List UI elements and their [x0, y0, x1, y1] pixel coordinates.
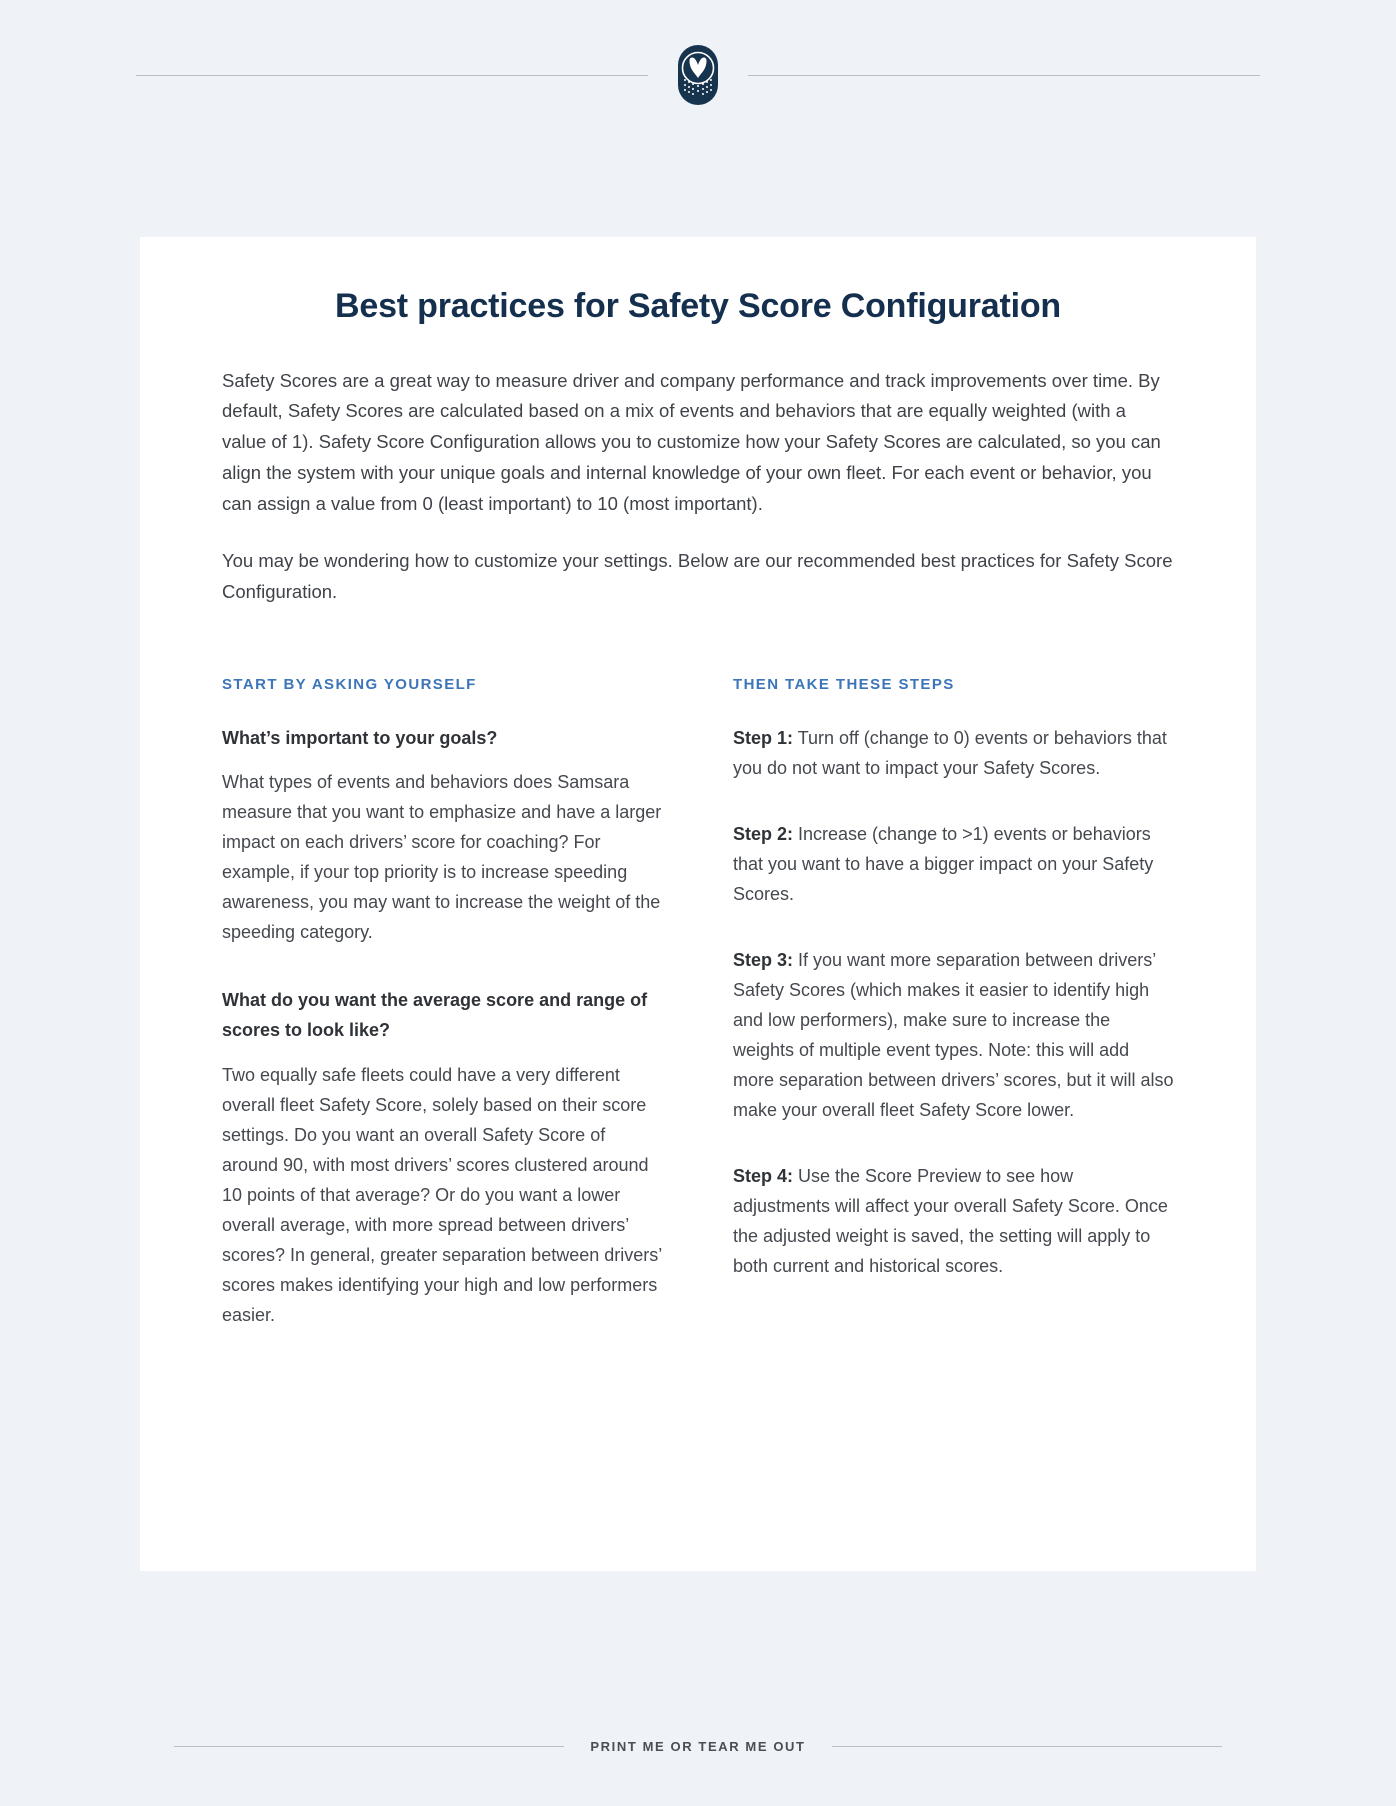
intro-paragraph-1: Safety Scores are a great way to measure driver and company performance and track improvements over time. By default, Safety Scores are calculated based on a mix of events and behaviors that are equally weighted (with a value of 1). Safety Score Configuration allows you to customize how your Safety Scores are calculated, so you can align the system with your unique goals and internal knowledge of your own fleet. For each event or behavior, you can assign a value from 0 (least important) to 10 (most important).	[222, 369, 1161, 515]
step-label-3: Step 3:	[733, 949, 794, 970]
header-divider-right	[748, 75, 1260, 76]
step-item-1	[733, 723, 1174, 783]
question-body-2: Two equally safe fleets could have a very different overall fleet Safety Score, solely based on their score settings. Do you want an overall Safety Score of around 90, with most drivers’ scores clustered around 10 points of that average? Or do you want a lower overall average, with more spread between drivers’ scores? In general, greater separation between drivers’ scores makes identifying your high and low performers easier.	[222, 1064, 662, 1326]
content-card	[140, 237, 1256, 1571]
question-heading-1: What’s important to your goals?	[222, 727, 498, 748]
footer-divider-right	[832, 1746, 1222, 1747]
page-title: Best practices for Safety Score Configuration	[335, 287, 1061, 325]
page-header	[0, 0, 1396, 150]
samsara-owl-logo-icon	[674, 45, 722, 105]
step-body-1: Turn off (change to 0) events or behaviors that you do not want to impact your Safety Scores.	[733, 727, 1167, 778]
footer-divider-left	[174, 1746, 564, 1747]
step-label-2: Step 2:	[733, 823, 794, 844]
column-take-steps	[733, 676, 1174, 1330]
column-heading-take-steps: THEN TAKE THESE STEPS	[733, 675, 955, 693]
intro-section	[222, 366, 1174, 608]
column-heading-ask-yourself: START BY ASKING YOURSELF	[222, 675, 477, 693]
step-body-2: Increase (change to >1) events or behaviors that you want to have a bigger impact on your Safety Scores.	[733, 823, 1154, 904]
question-heading-2: What do you want the average score and range of scores to look like?	[222, 990, 648, 1041]
page-footer	[0, 1686, 1396, 1806]
question-body-1: What types of events and behaviors does Samsara measure that you want to emphasize and have a larger impact on each drivers’ score for coaching? For example, if your top priority is to increase speeding awareness, you may want to increase the weight of the speeding category.	[222, 771, 662, 943]
step-item-3	[733, 945, 1174, 1125]
step-item-4	[733, 1161, 1174, 1281]
footer-label: PRINT ME OR TEAR ME OUT	[590, 1738, 806, 1754]
step-label-1: Step 1:	[733, 727, 794, 748]
step-label-4: Step 4:	[733, 1166, 794, 1187]
step-body-3: If you want more separation between drivers’ Safety Scores (which makes it easier to identify high and low performers), make sure to increase the weights of multiple event types. Note: this will add more separation between drivers’ scores, but it will also make your overall fleet Safety Score lower.	[733, 949, 1174, 1121]
column-ask-yourself	[222, 676, 663, 1330]
two-column-section	[222, 676, 1174, 1330]
header-divider-left	[136, 75, 648, 76]
intro-paragraph-2: You may be wondering how to customize your settings. Below are our recommended best practices for Safety Score Configuration.	[222, 549, 1173, 602]
step-body-4: Use the Score Preview to see how adjustments will affect your overall Safety Score. Once the adjusted weight is saved, the setting will apply to both current and historical scores.	[733, 1166, 1168, 1277]
step-item-2	[733, 819, 1174, 909]
